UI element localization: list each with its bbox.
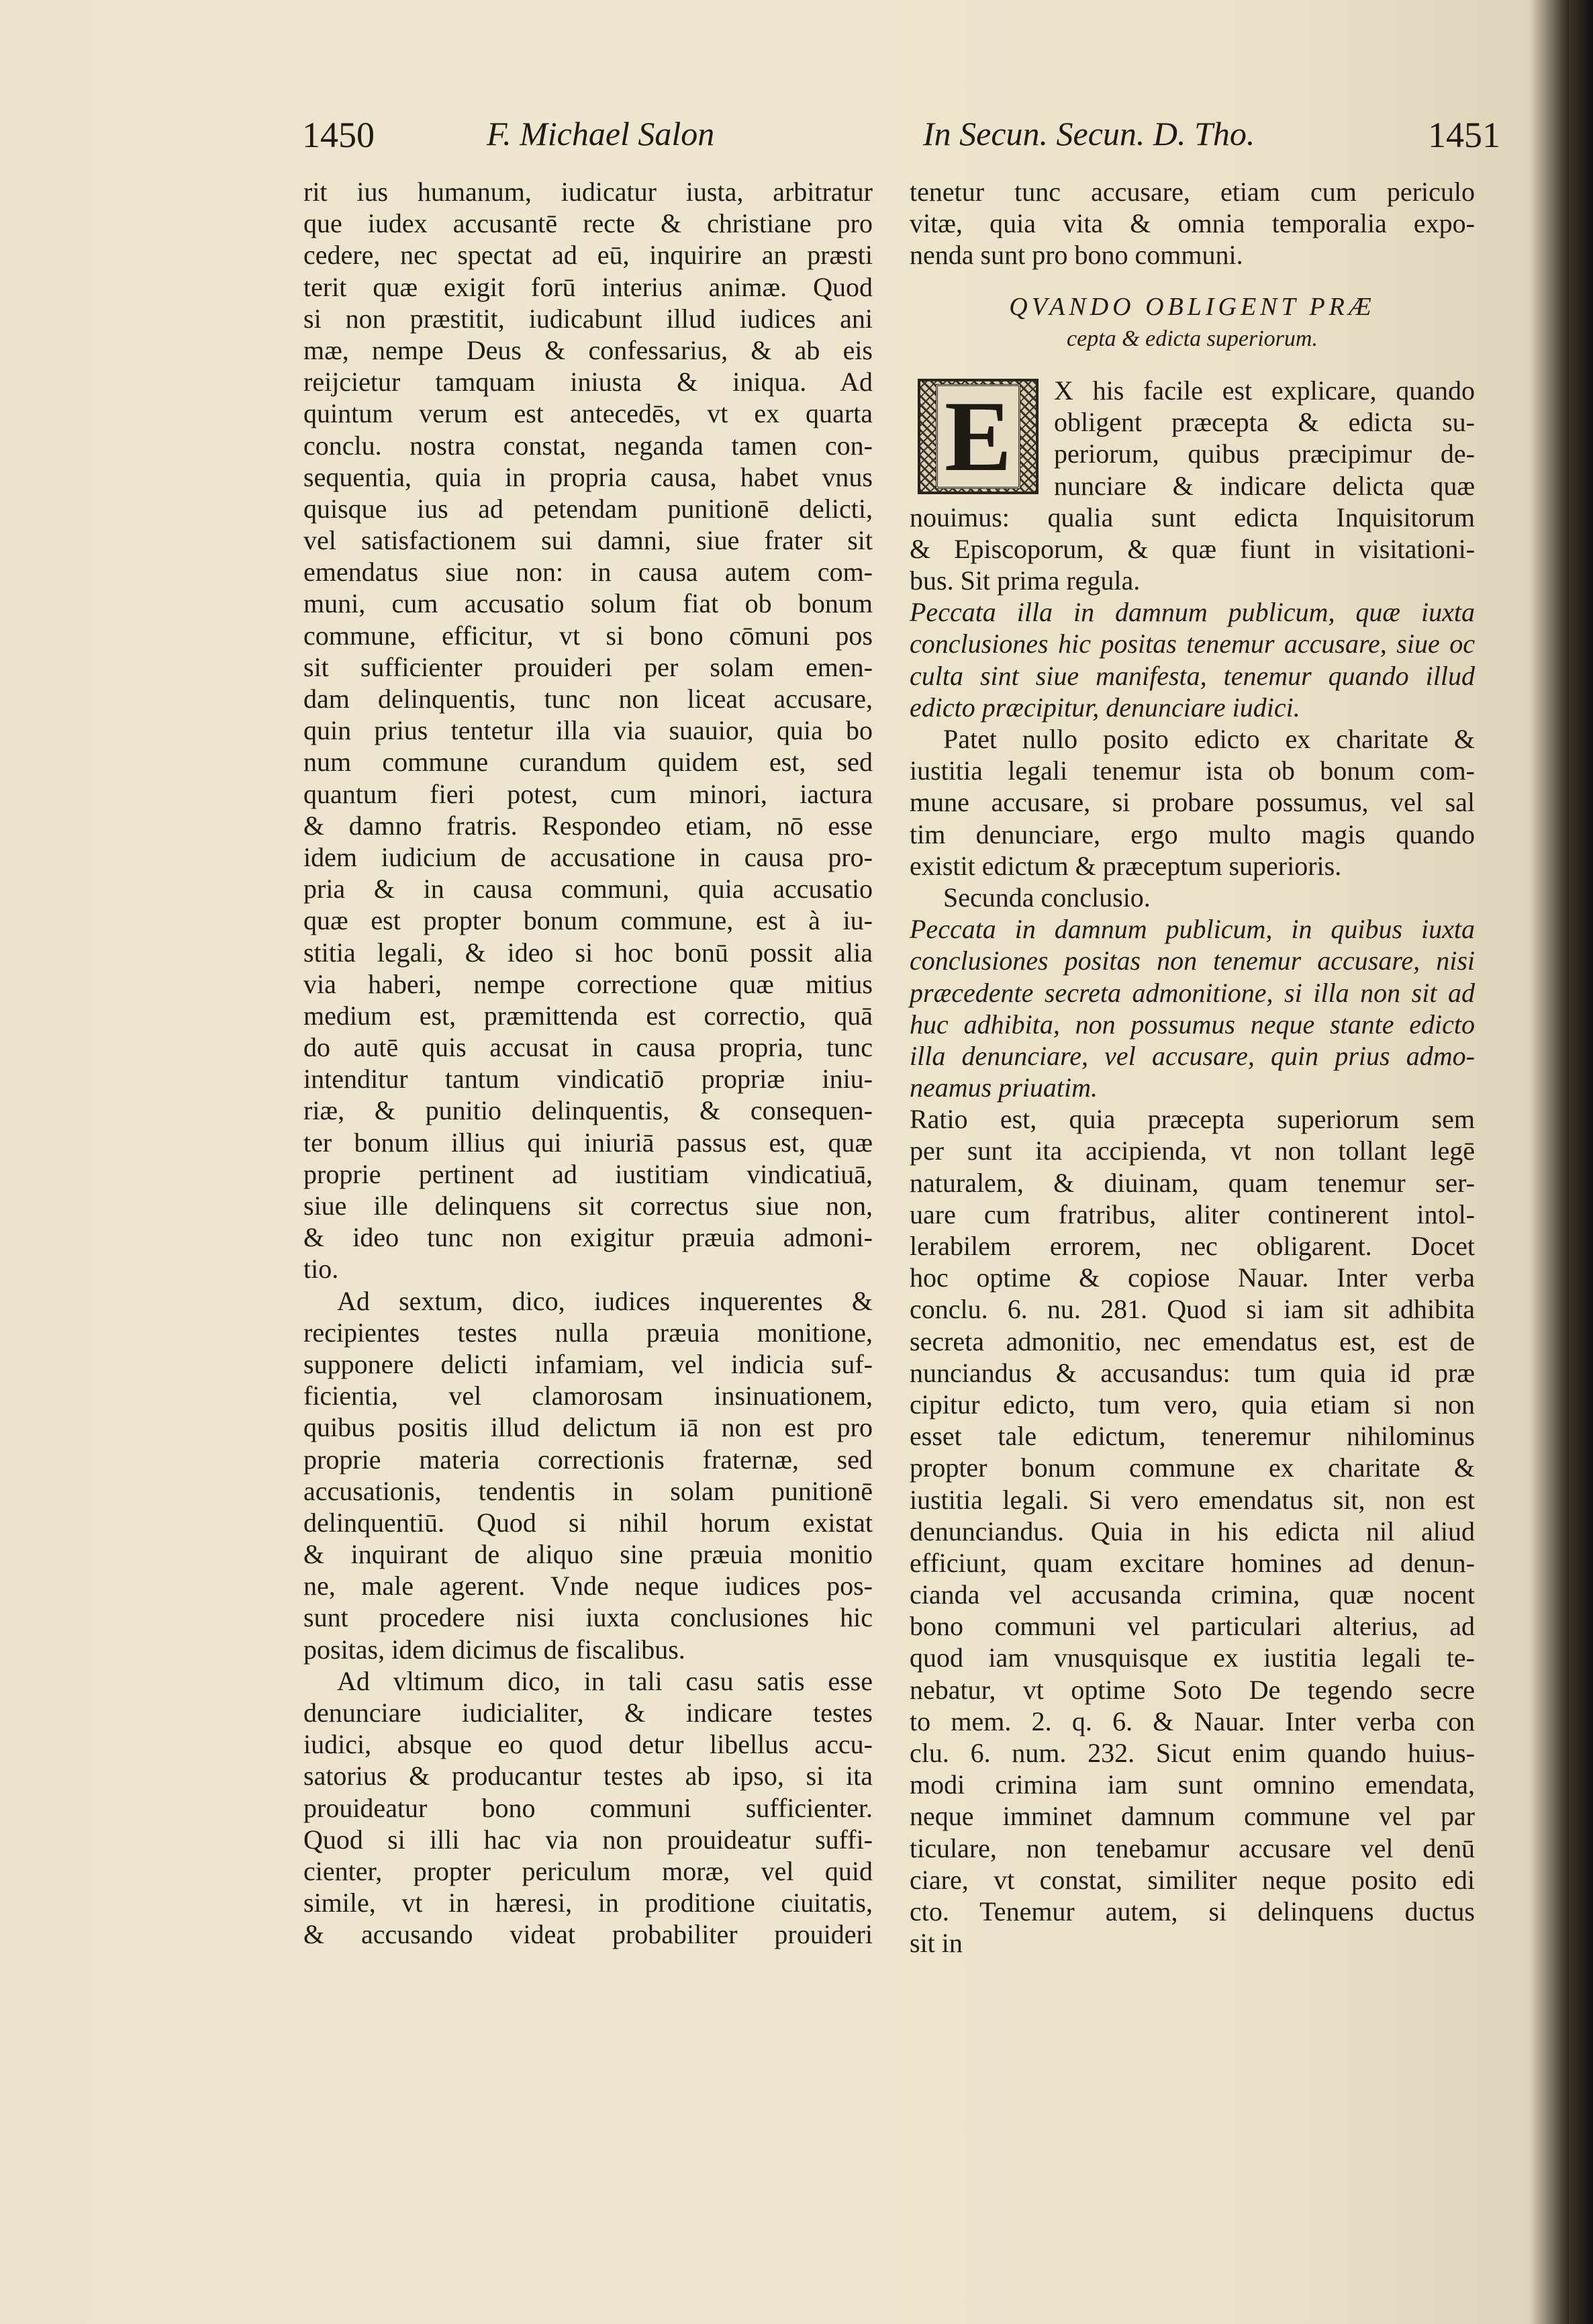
text-line: idem iudicium de accusatione in causa pro- [303,841,873,872]
text-line: per sunt ita accipienda, vt non tollant legē [910,1135,1475,1166]
text-line: nenda sunt pro bono communi. [910,240,1243,271]
dropcap-line: X his facile est explicare, quando [1054,375,1475,406]
left-running-head [302,114,772,168]
dropcap-paragraph [910,375,1475,502]
text-line: propter bonum commune ex charitate & [910,1452,1475,1483]
text-line: simile, vt in hæresi, in proditione ciuitatis, [303,1888,873,1918]
text-line: quintum verum est antecedēs, vt ex quarta [303,398,873,429]
text-line: delinquentiū. Quod si nihil horum existat [303,1507,873,1538]
text-line: denunciandus. Quia in his edicta nil aliud [910,1516,1475,1546]
italic-rule-line: præcedente secreta admonitione, si illa non sit ad [910,977,1475,1008]
text-line: quin prius tentetur illa via suauior, quia bo [303,715,873,746]
text-line: cianda vel accusanda crimina, quæ nocent [910,1579,1475,1610]
text-line: ticulare, non tenebamur accusare vel denū [910,1832,1475,1863]
text-line: riæ, & punitio delinquentis, & consequen- [303,1095,873,1126]
italic-rule-two [910,913,1475,1103]
text-line: cienter, propter periculum moræ, vel quid [303,1855,873,1886]
text-line: reijcietur tamquam iniusta & iniqua. Ad [303,367,873,398]
italic-rule-one [910,596,1475,723]
text-line: iudici, absque eo quod detur libellus accu- [303,1729,873,1760]
right-header-title: In Secun. Secun. D. Tho. [923,115,1255,152]
italic-rule-line: Peccata in damnum publicum, in quibus iuxta [910,914,1475,945]
text-line: Secunda conclusio. [943,882,1151,913]
paragraph-edicta [910,502,1475,597]
text-line: & damno fratris. Respondeo etiam, nō esse [303,810,873,841]
text-line: cedere, nec spectat ad eū, inquirire an præsti [303,240,873,271]
text-line: si non præstitit, iudicabunt illud iudices ani [303,303,873,334]
italic-rule-line: huc adhibita, non possumus neque stante edicto [910,1009,1475,1039]
text-line: Ad vltimum dico, in tali casu satis esse [337,1665,873,1696]
text-line: dam delinquentis, tunc non liceat accusare, [303,684,873,714]
section-heading: QVANDO OBLIGENT PRÆ [1009,292,1375,321]
italic-rule-line: Peccata illa in damnum publicum, quæ iuxta [910,597,1475,628]
text-line: vel satisfactionem sui damni, siue frater sit [303,525,873,556]
text-line: siue ille delinquens sit correctus siue non, [303,1191,873,1221]
text-line: medium est, præmittenda est correctio, quā [303,1000,873,1031]
italic-rule-line: culta sint siue manifesta, tenemur quando illud [910,660,1475,691]
text-line: prouideatur bono communi sufficienter. [303,1792,873,1823]
text-line: supponere delicti infamiam, vel indicia suf- [303,1348,873,1379]
text-line: efficiunt, quam excitare homines ad denun- [910,1547,1475,1578]
text-line: quod iam vnusquisque ex iustitia legali te- [910,1642,1475,1673]
italic-rule-line: edicto præcipitur, denunciare iudici. [910,692,1300,723]
text-line: modi crimina iam sunt omnino emendata, [910,1769,1475,1800]
text-line: ciare, vt constat, similiter neque posito edi [910,1864,1475,1895]
text-line: cipitur edicto, tum vero, quia etiam si non [910,1389,1475,1420]
text-line: ficientia, vel clamorosam insinuationem, [303,1381,873,1411]
text-line: cto. Tenemur autem, si delinquens ductus [910,1896,1475,1926]
text-line: sit in [910,1928,963,1959]
text-line: uare cum fratribus, aliter continerent intol- [910,1199,1475,1229]
text-line: Patet nullo posito edicto ex charitate & [943,724,1475,754]
text-line: num commune curandum quidem est, sed [303,747,873,778]
text-line: naturalem, & diuinam, quam tenemur ser- [910,1167,1475,1198]
text-line: mune accusare, si probare possumus, vel sal [910,787,1475,818]
text-line: positas, idem dicimus de fiscalibus. [303,1634,685,1665]
italic-rule-line: conclusiones positas non tenemur accusare, nisi [910,945,1475,976]
text-line: clu. 6. num. 232. Sicut enim quando huius- [910,1738,1475,1768]
text-line: Quod si illi hac via non prouideatur suffi- [303,1824,873,1855]
text-line: & ideo tunc non exigitur præuia admoni- [303,1222,873,1253]
text-line: tio. [303,1254,339,1285]
italic-rule-line: conclusiones hic positas tenemur accusare, siue oc [910,629,1475,659]
text-line: ter bonum illius qui iniuriā passus est, quæ [303,1127,873,1158]
text-line: do autē quis accusat in causa propria, tunc [303,1032,873,1063]
dropcap-line: nunciare & indicare delicta quæ [1054,470,1475,501]
left-header-title: F. Michael Salon [487,115,715,152]
text-line: lerabilem errorem, nec obligarent. Docet [910,1231,1475,1261]
right-running-head [923,114,1500,168]
text-line: iustitia legali. Si vero emendatus sit, non est [910,1484,1475,1515]
left-text-column [303,176,873,1951]
text-line: quantum fieri potest, cum minori, iactura [303,778,873,809]
text-line: Ratio est, quia præcepta superiorum sem [910,1104,1475,1135]
text-line: hoc optime & copiose Nauar. Inter verba [910,1262,1475,1293]
section-subheading: cepta & edicta superiorum. [1067,326,1318,351]
text-line: nouimus: qualia sunt edicta Inquisitorum [910,502,1475,532]
text-line: conclu. 6. nu. 281. Quod si iam sit adhibita [910,1294,1475,1325]
text-line: & accusando videat probabiliter prouideri [303,1919,873,1950]
text-line: recipientes testes nulla præuia monitione, [303,1317,873,1348]
text-line: via haberi, nempe correctione quæ mitius [303,968,873,999]
right-text-column [910,176,1475,1959]
text-line: stitia legali, & ideo si hoc bonū possit alia [303,937,873,968]
dropcap-line: periorum, quibus præcipimur de- [1054,438,1475,469]
text-line: vitæ, quia vita & omnia temporalia expo- [910,208,1475,239]
text-line: satorius & producantur testes ab ipso, si ita [303,1761,873,1792]
text-line: denunciare iudicialiter, & indicare testes [303,1698,873,1728]
text-line: & Episcoporum, & quæ fiunt in visitationi- [910,533,1475,564]
decorated-initial-icon [918,379,1039,494]
text-line: rit ius humanum, iudicatur iusta, arbitratur [303,177,873,207]
text-line: intenditur tantum vindicatiō propriæ iniu- [303,1064,873,1095]
text-line: accusationis, tendentis in solam punitionē [303,1475,873,1506]
text-line: secreta admonitio, nec emendatus est, est de [910,1326,1475,1356]
text-line: ne, male agerent. Vnde neque iudices pos- [303,1571,873,1601]
text-line: quibus positis illud delictum iā non est pro [303,1412,873,1443]
text-line: pria & in causa communi, quia accusatio [303,874,873,904]
text-line: & inquirant de aliquo sine præuia monitio [303,1539,873,1570]
text-line: tenetur tunc accusare, etiam cum periculo [910,177,1475,207]
paragraph-patet [910,723,1475,913]
paragraph-ratio [910,1103,1475,1959]
text-line: quæ est propter bonum commune, est à iu- [303,905,873,936]
text-line: commune, efficitur, vt si bono cōmuni pos [303,620,873,651]
text-line: proprie pertinent ad iustitiam vindicatiuā, [303,1158,873,1189]
text-line: to mem. 2. q. 6. & Nauar. Inter verba con [910,1706,1475,1736]
right-page-number: 1451 [1428,115,1500,155]
text-line: quisque ius ad petendam punitionē delicti, [303,493,873,524]
text-line: bus. Sit prima regula. [910,565,1141,596]
text-line: proprie materia correctionis fraternæ, sed [303,1444,873,1475]
text-line: sunt procedere nisi iuxta conclusiones hic [303,1602,873,1633]
text-line: mæ, nempe Deus & confessarius, & ab eis [303,334,873,365]
text-line: conclu. nostra constat, neganda tamen con- [303,430,873,461]
text-line: esset tale edictum, teneremur nihilominus [910,1421,1475,1452]
text-line: neque imminet damnum commune vel par [910,1801,1475,1832]
text-line: bono communi vel particulari alterius, ad [910,1611,1475,1642]
italic-rule-line: illa denunciare, vel accusare, quin prius admo- [910,1040,1475,1071]
text-line: sit sufficienter prouideri per solam emen- [303,651,873,682]
left-page-number: 1450 [302,115,375,155]
book-spine-edge [1569,0,1593,2324]
text-line: terit quæ exigit forū interius animæ. Quod [303,271,873,302]
text-line: Ad sextum, dico, iudices inquerentes & [337,1285,873,1316]
dropcap-line: obligent præcepta & edicta su- [1054,407,1475,438]
text-line: nunciandus & accusandus: tum quia id præ [910,1357,1475,1388]
dropcap-letter: E [936,384,1020,489]
text-line: que iudex accusantē recte & christiane pro [303,208,873,239]
text-line: tim denunciare, ergo multo magis quando [910,819,1475,849]
text-line: nebatur, vt optime Soto De tegendo secre [910,1674,1475,1705]
text-line: existit edictum & præceptum superioris. [910,850,1342,881]
text-line: sequentia, quia in propria causa, habet vnus [303,461,873,492]
text-line: iustitia legali tenemur ista ob bonum com- [910,755,1475,786]
text-line: muni, cum accusatio solum fiat ob bonum [303,588,873,619]
text-line: emendatus siue non: in causa autem com- [303,557,873,588]
continued-paragraph [910,176,1475,271]
italic-rule-line: neamus priuatim. [910,1072,1098,1103]
